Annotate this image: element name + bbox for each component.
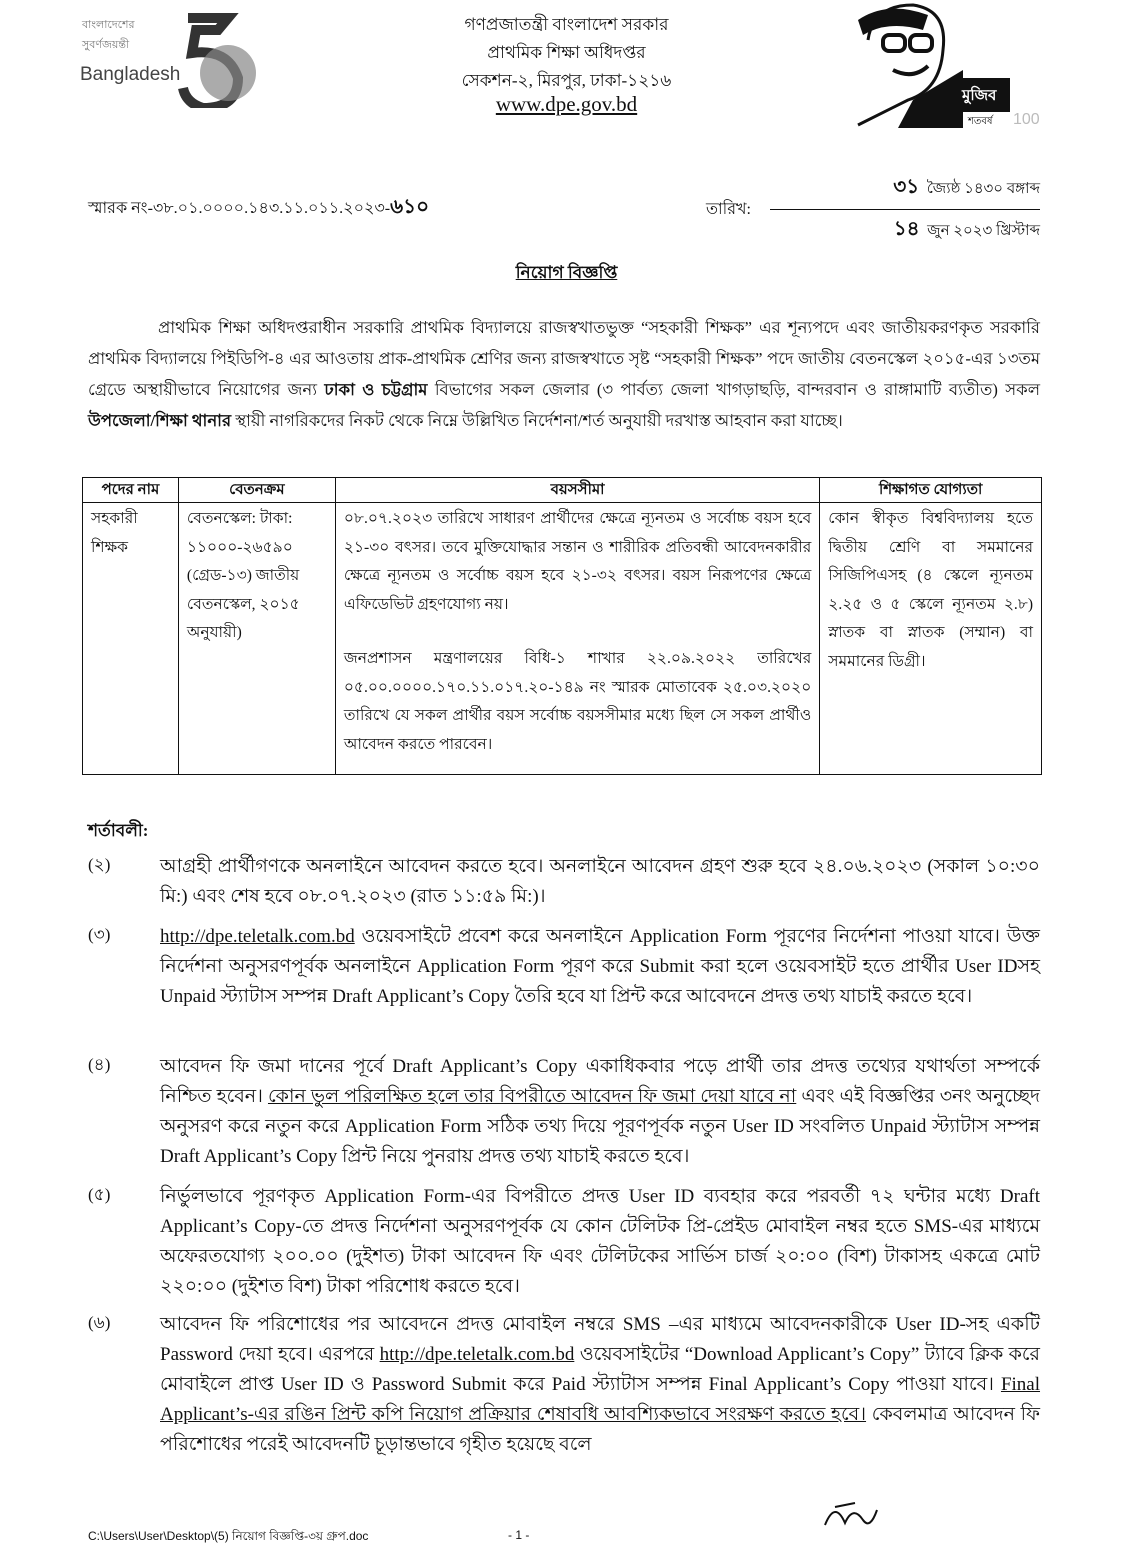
teletalk-link[interactable]: http://dpe.teletalk.com.bd xyxy=(160,926,355,947)
cell-pay: বেতনস্কেল: টাকা: ১১০০০-২৬৫৯০ (গ্রেড-১৩) জাতীয় বেতনস্কেল, ২০১৫ অনুযায়ী) xyxy=(178,503,335,775)
date-english: ১৪ জুন ২০২৩ খ্রিস্টাব্দ xyxy=(893,218,1040,240)
header-address: সেকশন-২, মিরপুর, ঢাকা-১২১৬ xyxy=(461,71,672,90)
condition-item: (৫) নির্ভুলভাবে পূরণকৃত Application Form-এর বিপরীতে প্রদত্ত User ID ব্যবহার করে পরবর্তী ৭২ ঘন্টার মধ্যে Draft Applicant’s Copy-তে প্রদত্ত নির্দেশনা অনুসরণপূর্বক যে কোন টেলিটক প্রি-প্রেইড মোবাইল নম্বর হতে SMS-এর মাধ্যমে অফেরতযোগ্য ২০০.০০ (দুইশত) টাকা আবেদন ফি এবং টেলিটকের সার্ভিস চার্জ ২০:০০ (বিশ) টাকাসহ একত্রে মোট ২২০:০০ (দুইশত বিশ) টাকা পরিশোধ করতে হবে। xyxy=(88,1185,1040,1297)
svg-text:সুবর্ণজয়ন্তী: সুবর্ণজয়ন্তী xyxy=(82,38,130,51)
memo-handwritten-number: ৬১০ xyxy=(390,196,430,218)
cell-post: সহকারী শিক্ষক xyxy=(83,503,179,775)
memo-number: স্মারক নং-৩৮.০১.০০০০.১৪৩.১১.০১১.২০২৩-৬১০ xyxy=(88,196,430,218)
condition-item: (৬) আবেদন ফি পরিশোধের পর আবেদনে প্রদত্ত মোবাইল নম্বরে SMS –এর মাধ্যমে আবেদনকারীকে User ID-সহ একটি Password দেয়া হবে। এরপরে http://dpe.teletalk.com.bd ওয়েবসাইটের “Download Applicant’s Copy” ট্যাবে ক্লিক করে মোবাইলে প্রাপ্ত User ID ও Password Submit করে Paid স্ট্যাটাস সম্পন্ন Final Applicant’s Copy পাওয়া যাবে। Final Applicant’s-এর রঙিন প্রিন্ট কপি নিয়োগ প্রক্রিয়ার শেষাবধি আবশ্যিকভাবে সংরক্ষণ করতে হবে। কেবলমাত্র আবেদন ফি পরিশোধের পরেই আবেদনটি চূড়ান্তভাবে গৃহীত হয়েছে বলে xyxy=(88,1313,1041,1455)
footer-page-number: - 1 - xyxy=(508,1528,530,1542)
header-website-link[interactable]: www.dpe.gov.bd xyxy=(495,92,638,116)
footer-file-path: C:\Users\User\Desktop\(5) নিয়োগ বিজ্ঞপ্তি-৩য় গ্রুপ.doc xyxy=(88,1529,369,1543)
table-row xyxy=(83,503,1042,775)
mujib-borsho-logo xyxy=(828,0,1048,128)
col-age-limit: বয়সসীমা xyxy=(335,478,819,503)
svg-text:মুজিব: মুজিব xyxy=(962,86,997,104)
header-govt: গণপ্রজাতন্ত্রী বাংলাদেশ সরকার xyxy=(464,15,669,34)
svg-text:বাংলাদেশের: বাংলাদেশের xyxy=(82,18,135,31)
cell-qualification: কোন স্বীকৃত বিশ্ববিদ্যালয় হতে দ্বিতীয় শ্রেণি বা সমমানের সিজিপিএসহ (৪ স্কেলে ন্যূনতম ২.২৫ ও ৫ স্কেলে ন্যূনতম ২.৮) স্নাতক বা স্নাতক (সম্মান) বা সমমানের ডিগ্রী। xyxy=(820,503,1042,775)
table-header-row xyxy=(83,478,1042,503)
condition-item: (৩) http://dpe.teletalk.com.bd ওয়েবসাইটে প্রবেশ করে অনলাইনে Application Form পূরণের নির্দেশনা পাওয়া যাবে। উক্ত নির্দেশনা অনুসরণপূর্বক অনলাইনে Application Form পূরণ করে Submit করা হলে ওয়েবসাইট হতে প্রার্থীর User IDসহ Unpaid স্ট্যাটাস সম্পন্ন Draft Applicant’s Copy তৈরি হবে যা প্রিন্ট করে আবেদনে প্রদত্ত তথ্য যাচাই করতে হবে। xyxy=(88,925,1040,1007)
teletalk-link[interactable]: http://dpe.teletalk.com.bd xyxy=(379,1344,575,1365)
header-dept: প্রাথমিক শিক্ষা অধিদপ্তর xyxy=(487,43,646,62)
date-bangla: ৩১ জ্যৈষ্ঠ ১৪৩০ বঙ্গাব্দ xyxy=(770,172,1040,210)
col-qualification: শিক্ষাগত যোগ্যতা xyxy=(820,478,1042,503)
posts-table xyxy=(82,477,1042,775)
date-block xyxy=(770,172,1040,247)
col-pay-scale: বেতনক্রম xyxy=(178,478,335,503)
date-label: তারিখ: xyxy=(706,201,751,218)
cell-age: ০৮.০৭.২০২৩ তারিখে সাধারণ প্রার্থীদের ক্ষেত্রে ন্যূনতম ও সর্বোচ্চ বয়স হবে ২১-৩০ বৎসর। তবে মুক্তিযোদ্ধার সন্তান ও শারীরিক প্রতিবন্ধী আবেদনকারীর ক্ষেত্রে ন্যূনতম ও সর্বোচ্চ বয়স হবে ২১-৩২ বৎসর। বয়স নিরূপণের ক্ষেত্রে এফিডেভিট গ্রহণযোগ্য নয়। জনপ্রশাসন মন্ত্রণালয়ের বিধি-১ শাখার ২২.০৯.২০২২ তারিখের ০৫.০০.০০০০.১৭০.১১.০১৭.২০-১৪৯ নং স্মারক মোতাবেক ২৫.০৩.২০২০ তারিখে যে সকল প্রার্থীর বয়স সর্বোচ্চ বয়সসীমার মধ্যে ছিল সে সকল প্রার্থীও আবেদন করতে পারবেন। xyxy=(335,503,819,775)
intro-paragraph: প্রাথমিক শিক্ষা অধিদপ্তরাধীন সরকারি প্রাথমিক বিদ্যালয়ে রাজস্বখাতভুক্ত “সহকারী শিক্ষক” এর শূন্যপদে এবং জাতীয়করণকৃত সরকারি প্রাথমিক বিদ্যালয়ে পিইডিপি-৪ এর আওতায় প্রাক-প্রাথমিক শ্রেণির জন্য রাজস্বখাতে সৃষ্ট “সহকারী শিক্ষক” পদে জাতীয় বেতনস্কেল ২০১৫-এর ১৩তম গ্রেডে অস্থায়ীভাবে নিয়োগের জন্য ঢাকা ও চট্টগ্রাম বিভাগের সকল জেলার (৩ পার্বত্য জেলা খাগড়াছড়ি, বান্দরবান ও রাঙ্গামাটি ব্যতীত) সকল উপজেলা/শিক্ষা থানার স্থায়ী নাগরিকদের নিকট থেকে নিম্নে উল্লিখিত নির্দেশনা/শর্ত অনুযায়ী দরখাস্ত আহবান করা যাচ্ছে। xyxy=(88,318,1040,430)
document-title: নিয়োগ বিজ্ঞপ্তি xyxy=(515,263,618,282)
svg-text:Bangladesh: Bangladesh xyxy=(80,64,181,85)
signature-initials xyxy=(815,1495,895,1535)
condition-item: (২) আগ্রহী প্রার্থীগণকে অনলাইনে আবেদন করতে হবে। অনলাইনে আবেদন গ্রহণ শুরু হবে ২৪.০৬.২০২৩ (সকাল ১০:৩০ মি:) এবং শেষ হবে ০৮.০৭.২০২৩ (রাত ১১:৫৯ মি:)। xyxy=(88,855,1040,907)
col-post-name: পদের নাম xyxy=(83,478,179,503)
svg-text:100: 100 xyxy=(1013,111,1040,128)
svg-text:শতবর্ষ: শতবর্ষ xyxy=(968,116,993,127)
condition-item: (৪) আবেদন ফি জমা দানের পূর্বে Draft Applicant’s Copy একাধিকবার পড়ে প্রার্থী তার প্রদত্ত তথ্যের যথার্থতা সম্পর্কে নিশ্চিত হবেন। কোন ভুল পরিলক্ষিত হলে তার বিপরীতে আবেদন ফি জমা দেয়া যাবে না এবং এই বিজ্ঞপ্তির ৩নং অনুচ্ছেদ অনুসরণ করে নতুন করে Application Form সঠিক তথ্য দিয়ে পূরণপূর্বক নতুন User ID সংবলিত Unpaid স্ট্যাটাস সম্পন্ন Draft Applicant’s Copy প্রিন্ট নিয়ে পুনরায় প্রদত্ত তথ্য যাচাই করতে হবে। xyxy=(88,1055,1041,1167)
conditions-heading: শর্তাবলী: xyxy=(88,821,149,840)
